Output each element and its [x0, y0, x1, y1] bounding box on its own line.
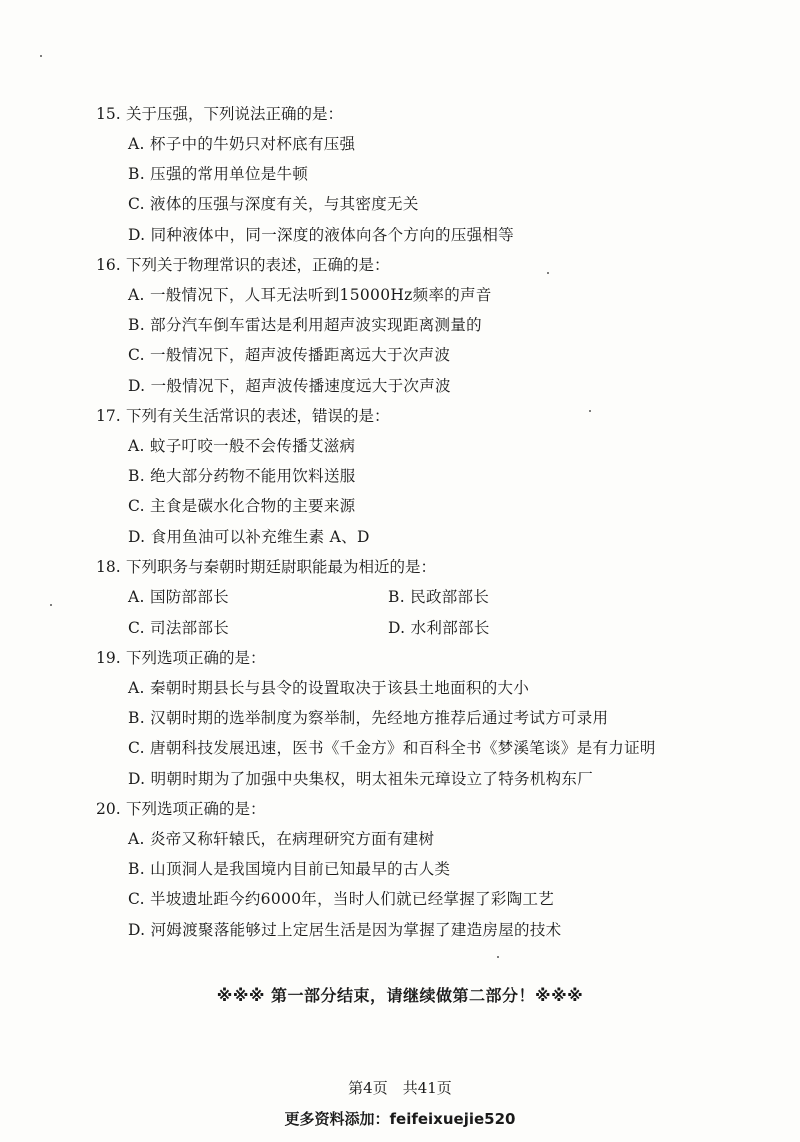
option-18-b: B. 民政部部长 — [388, 588, 490, 606]
option-15-a: A. 杯子中的牛奶只对杯底有压强 — [128, 135, 356, 153]
scan-speck — [547, 272, 549, 274]
question-15-stem — [96, 104, 343, 124]
option-20-b: B. 山顶洞人是我国境内目前已知最早的古人类 — [128, 860, 451, 878]
option-15-c: C. 液体的压强与深度有关，与其密度无关 — [128, 195, 419, 213]
question-text: 关于压强，下列说法正确的是： — [126, 105, 344, 123]
question-text: 下列关于物理常识的表述，正确的是： — [126, 256, 390, 274]
question-text: 下列选项正确的是： — [126, 800, 266, 818]
question-text: 下列选项正确的是： — [126, 649, 266, 667]
question-number: 18. — [96, 558, 121, 576]
option-15-b: B. 压强的常用单位是牛顿 — [128, 165, 309, 183]
scan-speck — [40, 55, 42, 57]
option-17-b: B. 绝大部分药物不能用饮料送服 — [128, 467, 356, 485]
footer-contact: 更多资料添加：feifeixuejie520 — [284, 1110, 516, 1128]
question-16-stem — [96, 255, 390, 275]
question-number: 20. — [96, 800, 121, 818]
option-19-c: C. 唐朝科技发展迅速，医书《千金方》和百科全书《梦溪笔谈》是有力证明 — [128, 739, 656, 757]
option-18-c: C. 司法部部长 — [128, 619, 230, 637]
question-number: 19. — [96, 649, 121, 667]
question-18-stem — [96, 557, 436, 577]
question-number: 15. — [96, 105, 121, 123]
scan-speck — [497, 956, 499, 958]
option-20-a: A. 炎帝又称轩辕氏，在病理研究方面有建树 — [128, 830, 435, 848]
section-end-note: ※※※ 第一部分结束，请继续做第二部分！※※※ — [216, 986, 584, 1005]
question-text: 下列职务与秦朝时期廷尉职能最为相近的是： — [126, 558, 437, 576]
option-16-b: B. 部分汽车倒车雷达是利用超声波实现距离测量的 — [128, 316, 482, 334]
option-17-c: C. 主食是碳水化合物的主要来源 — [128, 497, 356, 515]
question-number: 16. — [96, 256, 121, 274]
scan-speck — [50, 604, 52, 606]
option-16-c: C. 一般情况下，超声波传播距离远大于次声波 — [128, 346, 451, 364]
question-19-stem — [96, 648, 266, 668]
option-16-a: A. 一般情况下，人耳无法听到15000Hz频率的声音 — [128, 286, 492, 304]
option-18-d: D. 水利部部长 — [388, 619, 490, 637]
scan-speck — [589, 410, 591, 412]
option-17-d: D. 食用鱼油可以补充维生素 A、D — [128, 528, 370, 546]
option-18-a: A. 国防部部长 — [128, 588, 229, 606]
question-20-stem — [96, 799, 266, 819]
option-20-d: D. 河姆渡聚落能够过上定居生活是因为掌握了建造房屋的技术 — [128, 921, 562, 939]
question-number: 17. — [96, 407, 121, 425]
option-16-d: D. 一般情况下，超声波传播速度远大于次声波 — [128, 377, 451, 395]
page-number: 第4页 共41页 — [348, 1079, 452, 1097]
question-17-stem — [96, 406, 390, 426]
option-19-b: B. 汉朝时期的选举制度为察举制，先经地方推荐后通过考试方可录用 — [128, 709, 609, 727]
option-19-a: A. 秦朝时期县长与县令的设置取决于该县土地面积的大小 — [128, 679, 530, 697]
option-19-d: D. 明朝时期为了加强中央集权，明太祖朱元璋设立了特务机构东厂 — [128, 770, 594, 788]
option-17-a: A. 蚊子叮咬一般不会传播艾滋病 — [128, 437, 356, 455]
option-15-d: D. 同种液体中，同一深度的液体向各个方向的压强相等 — [128, 226, 515, 244]
question-text: 下列有关生活常识的表述，错误的是： — [126, 407, 390, 425]
option-20-c: C. 半坡遗址距今约6000年，当时人们就已经掌握了彩陶工艺 — [128, 890, 555, 908]
